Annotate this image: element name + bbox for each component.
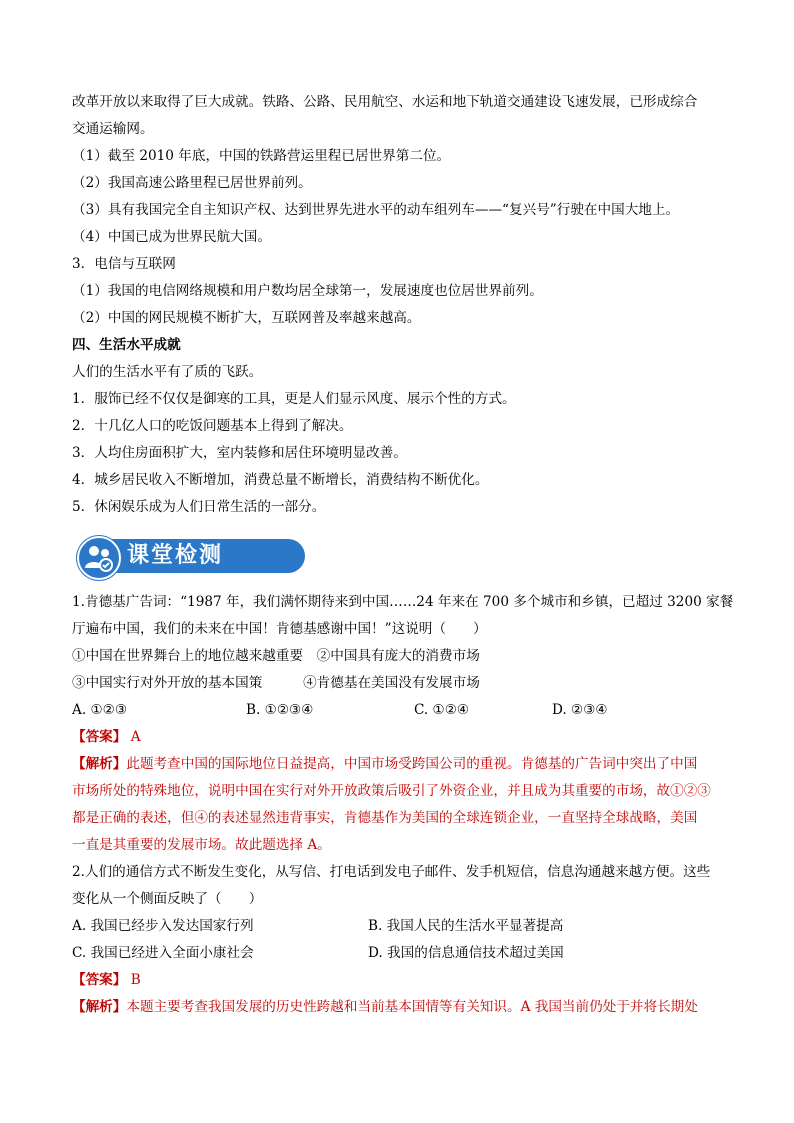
q2-stem-line-1: 2.人们的通信方式不断发生变化，从写信、打电话到发电子邮件、发手机短信，信息沟通越来越方便。这些: [72, 864, 711, 880]
q2-option-d: D. 我国的信息通信技术超过美国: [368, 945, 564, 961]
living-heading: 四、生活水平成就: [72, 337, 181, 353]
telecom-heading: 3．电信与互联网: [72, 256, 176, 272]
living-intro: 人们的生活水平有了质的飞跃。: [72, 364, 263, 380]
transport-item-2: （2）我国高速公路里程已居世界前列。: [72, 175, 312, 191]
people-check-icon: [77, 536, 121, 580]
q2-answer: [72, 970, 141, 990]
q2-stem-line-2: 变化从一个侧面反映了（ ）: [72, 891, 263, 907]
q2-option-b: B. 我国人民的生活水平显著提高: [368, 918, 564, 934]
transport-item-1: （1）截至 2010 年底，中国的铁路营运里程已居世界第二位。: [72, 148, 451, 164]
telecom-item-2: （2）中国的网民规模不断扩大，互联网普及率越来越高。: [72, 310, 421, 326]
q2-analysis-line-1: [72, 997, 698, 1017]
top-paragraph-line-1: 改革开放以来取得了巨大成就。铁路、公路、民用航空、水运和地下轨道交通建设飞速发展，已形成综合: [72, 94, 698, 110]
telecom-item-1: （1）我国的电信网络规模和用户数均居全球第一，发展速度也位居世界前列。: [72, 283, 543, 299]
q1-stem-line-1: 1.肯德基广告词：“1987 年，我们满怀期待来到中国……24 年来在 700 多个城市和乡镇，已超过 3200 家餐: [72, 594, 734, 610]
q1-option-d: D. ②③④: [552, 702, 608, 718]
q1-option-a: A. ①②③: [72, 702, 128, 718]
q1-stem-line-2: 厅遍布中国，我们的未来在中国！肯德基感谢中国！”这说明（ ）: [72, 621, 487, 637]
q1-statements-2: ③中国实行对外开放的基本国策 ④肯德基在美国没有发展市场: [72, 675, 480, 691]
q1-answer: [72, 727, 141, 747]
banner-title: 课堂检测: [127, 543, 224, 568]
living-item-5: 5．休闲娱乐成为人们日常生活的一部分。: [72, 499, 326, 515]
q1-answer-value: A: [130, 729, 141, 745]
q2-analysis-tag: 【解析】: [72, 999, 127, 1015]
q1-analysis-text-1: 此题考查中国的国际地位日益提高，中国市场受跨国公司的重视。肯德基的广告词中突出了中国: [126, 756, 698, 772]
q1-option-c: C. ①②④: [414, 702, 470, 718]
q2-analysis-text-1: 本题主要考查我国发展的历史性跨越和当前基本国情等有关知识。A 我国当前仍处于并将长期处: [126, 999, 698, 1015]
q1-answer-tag: 【答案】: [72, 729, 127, 745]
q1-analysis-line-1: [72, 754, 697, 774]
q1-analysis-tag: 【解析】: [72, 756, 127, 772]
living-item-4: 4．城乡居民收入不断增加，消费总量不断增长，消费结构不断优化。: [72, 472, 489, 488]
living-item-3: 3．人均住房面积扩大，室内装修和居住环境明显改善。: [72, 445, 407, 461]
q1-analysis-circled: ①②③: [670, 783, 711, 799]
q1-analysis-line-3: 都是正确的表述，但④的表述显然违背事实，肯德基作为美国的全球连锁企业，一直坚持全球战略，美国: [72, 810, 698, 826]
transport-item-4: （4）中国已成为世界民航大国。: [72, 229, 271, 245]
classroom-test-banner: [77, 536, 307, 576]
living-item-2: 2．十几亿人口的吃饭问题基本上得到了解决。: [72, 418, 353, 434]
living-item-1: 1．服饰已经不仅仅是御寒的工具，更是人们显示风度、展示个性的方式。: [72, 391, 516, 407]
q2-option-c: C. 我国已经进入全面小康社会: [72, 945, 254, 961]
transport-item-3: （3）具有我国完全自主知识产权、达到世界先进水平的动车组列车——“复兴号”行驶在中国大地上。: [72, 202, 680, 218]
q1-statements-1: ①中国在世界舞台上的地位越来越重要 ②中国具有庞大的消费市场: [72, 648, 480, 664]
q2-answer-value: B: [130, 972, 141, 988]
q2-answer-tag: 【答案】: [72, 972, 127, 988]
q2-option-a: A. 我国已经步入发达国家行列: [72, 918, 254, 934]
q1-analysis-text-2: 市场所处的特殊地位，说明中国在实行对外开放政策后吸引了外资企业，并且成为其重要的市场，故: [72, 783, 671, 799]
q1-analysis-line-2: [72, 781, 711, 801]
q1-analysis-line-4: 一直是其重要的发展市场。故此题选择 A。: [72, 837, 331, 853]
q1-option-b: B. ①②③④: [246, 702, 314, 718]
top-paragraph-line-2: 交通运输网。: [72, 121, 154, 137]
